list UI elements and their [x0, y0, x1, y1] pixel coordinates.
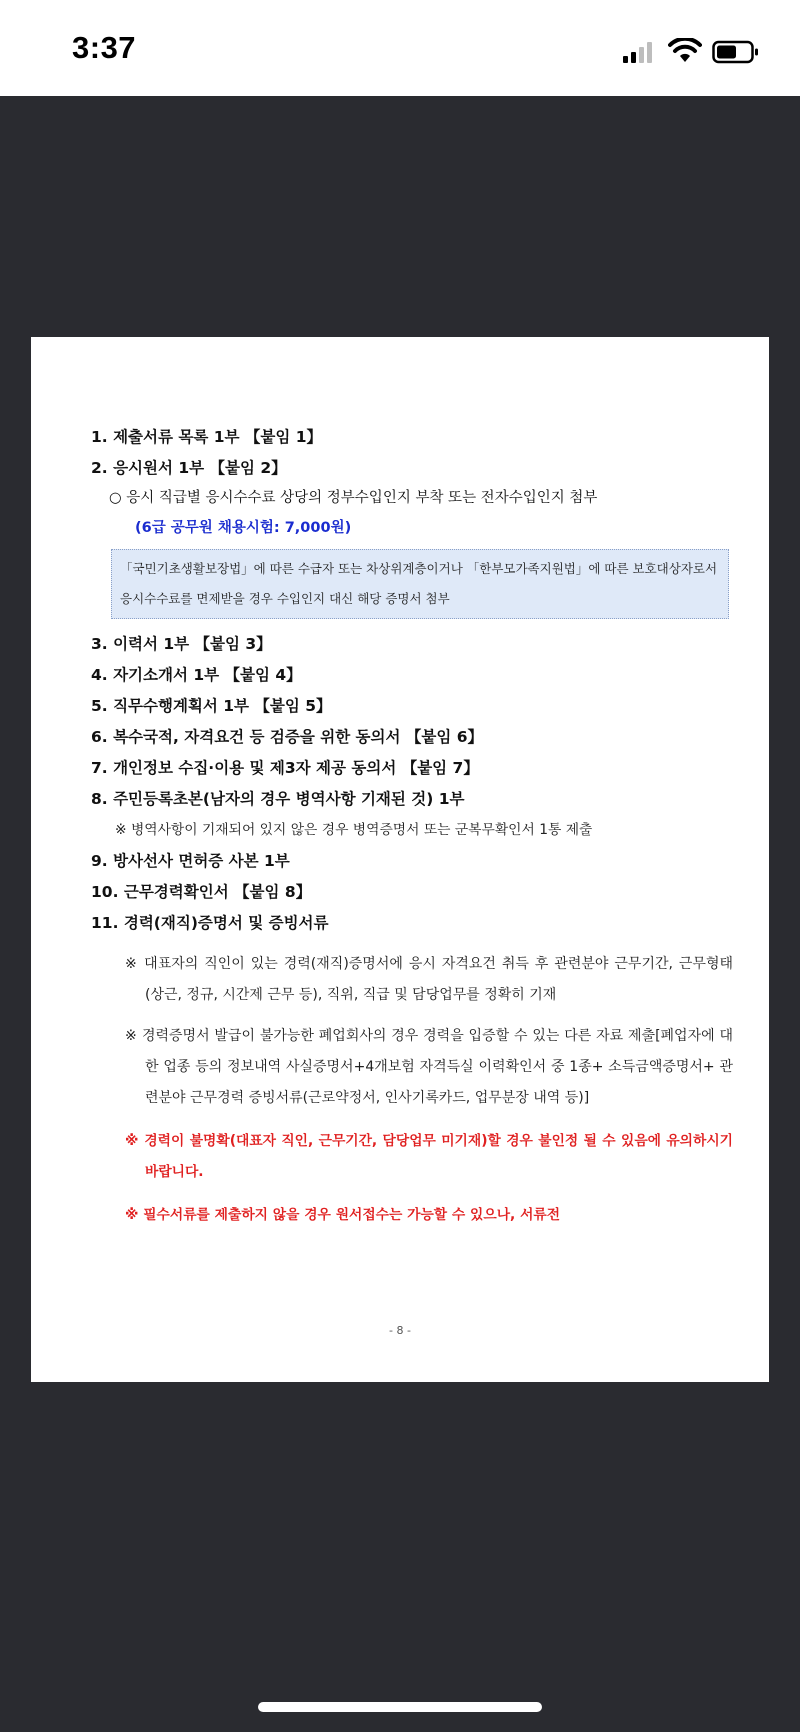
- home-indicator[interactable]: [258, 1702, 542, 1712]
- doc-warning-2: ※ 필수서류를 제출하지 않을 경우 원서접수는 가능할 수 있으나, 서류전: [125, 1207, 561, 1223]
- doc-item-1: 1. 제출서류 목록 1부 【붙임 1】: [91, 428, 322, 446]
- doc-item-4: 4. 자기소개서 1부 【붙임 4】: [91, 666, 302, 684]
- doc-item-5: 5. 직무수행계획서 1부 【붙임 5】: [91, 697, 332, 715]
- cellular-signal-icon: [622, 40, 656, 64]
- doc-item-3: 3. 이력서 1부 【붙임 3】: [91, 635, 272, 653]
- doc-warning-1: ※ 경력이 불명확(대표자 직인, 근무기간, 담당업무 미기재)할 경우 불인정 될 수 있음에 유의하시기 바랍니다.: [125, 1133, 733, 1180]
- wifi-icon: [668, 38, 702, 64]
- status-bar: [0, 0, 800, 96]
- doc-item-2-note: 「국민기초생활보장법」에 따른 수급자 또는 차상위계층이거나 「한부모가족지원법」에 따른 보호대상자로서 응시수수료를 면제받을 경우 수입인지 대신 해당 증명서 첨부: [111, 549, 729, 619]
- doc-note-1: ※ 대표자의 직인이 있는 경력(재직)증명서에 응시 자격요건 취득 후 관련분야 근무기간, 근무형태 (상근, 정규, 시간제 근무 등), 직위, 직급 및 담당업무를 정확히 기재: [125, 956, 733, 1003]
- doc-item-7: 7. 개인정보 수집·이용 및 제3자 제공 동의서 【붙임 7】: [91, 759, 479, 777]
- status-time: 3:37: [72, 30, 137, 65]
- doc-item-2-sub: ○ 응시 직급별 응시수수료 상당의 정부수입인지 부착 또는 전자수입인지 첨부: [109, 490, 598, 506]
- doc-item-6: 6. 복수국적, 자격요건 등 검증을 위한 동의서 【붙임 6】: [91, 728, 484, 746]
- page-number: - 8 -: [389, 1324, 411, 1337]
- doc-item-8: 8. 주민등록초본(남자의 경우 병역사항 기재된 것) 1부: [91, 790, 465, 808]
- doc-item-10: 10. 근무경력확인서 【붙임 8】: [91, 883, 312, 901]
- doc-item-11: 11. 경력(재직)증명서 및 증빙서류: [91, 914, 329, 932]
- doc-item-9: 9. 방사선사 면허증 사본 1부: [91, 852, 290, 870]
- battery-icon: [712, 40, 760, 64]
- document-content: [91, 422, 741, 1231]
- doc-item-2: 2. 응시원서 1부 【붙임 2】: [91, 459, 287, 477]
- doc-item-2-fee: (6급 공무원 채용시험: 7,000원): [135, 520, 352, 536]
- document-page[interactable]: [31, 337, 769, 1382]
- doc-item-8-note: ※ 병역사항이 기재되어 있지 않은 경우 병역증명서 또는 군복무확인서 1통 제출: [115, 822, 593, 838]
- doc-note-2: ※ 경력증명서 발급이 불가능한 폐업회사의 경우 경력을 입증할 수 있는 다른 자료 제출[폐업자에 대한 업종 등의 정보내역 사실증명서+4개보험 자격득실 이력확인서 중 1종+ 소득금액증명서+ 관련분야 근무경력 증빙서류(근로약정서, 인사기록카드, 업무분장 내역 등)]: [125, 1028, 733, 1106]
